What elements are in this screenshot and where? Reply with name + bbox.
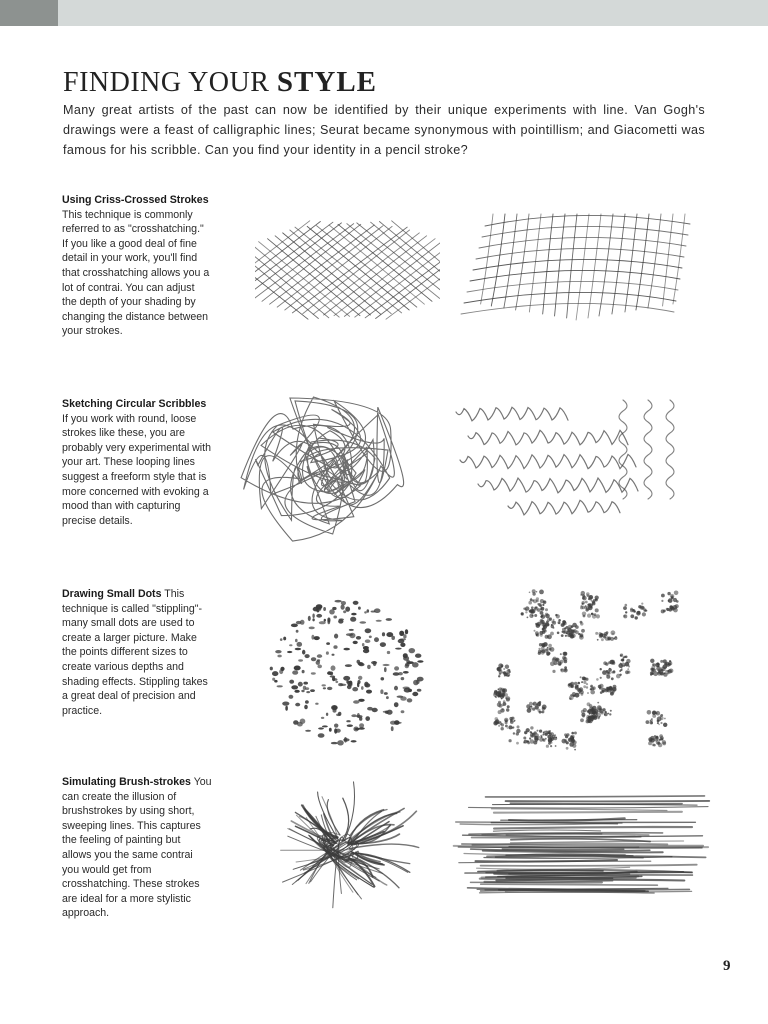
scribble-illustration bbox=[225, 378, 423, 558]
section-body: If you work with round, loose strokes like these, you are probably very experimental with your art. These looping lines suggest a freeform style that is more concerned with evoking a mood than with capturing precise details. bbox=[62, 412, 211, 527]
squiggle-illustration bbox=[448, 390, 683, 520]
page-title bbox=[63, 66, 377, 99]
section-stippling bbox=[62, 587, 212, 718]
intro-paragraph: Many great artists of the past can now be identified by their unique experiments with line. Van Gogh's drawings were a feast of calligraphic lines; Seurat became synonymous with pointillism; and Giacometti was famous for his scribble. Can you find your identity in a pencil stroke? bbox=[63, 103, 705, 157]
section-body: This technique is commonly referred to as "crosshatching." If you like a good deal of fine detail in your work, you'll find that crosshatching allows you a lot of contrai. You can adjust the depth of your shading by changing the distance between your strokes. bbox=[62, 208, 210, 338]
stipple-illustration bbox=[262, 594, 430, 752]
top-banner-tab bbox=[0, 0, 58, 26]
section-heading: Using Criss-Crossed Strokes bbox=[62, 194, 209, 206]
section-body: This technique is called "stippling"-many small dots are used to create a larger picture. Make the points different sizes to create various depths and shading effects. Stippling takes a great deal of precision and practice. bbox=[62, 588, 208, 717]
section-heading: Sketching Circular Scribbles bbox=[62, 398, 207, 410]
top-banner bbox=[0, 0, 768, 26]
title-plain: FINDING YOUR bbox=[63, 67, 270, 98]
page-number: 9 bbox=[723, 958, 731, 974]
section-circular-scribbles bbox=[62, 397, 212, 528]
section-heading: Simulating Brush-strokes bbox=[62, 776, 191, 788]
stipple-patches-illustration bbox=[485, 585, 690, 755]
crosshatch-illustration-2 bbox=[455, 208, 707, 330]
title-bold: STYLE bbox=[276, 66, 378, 98]
section-body: You can create the illusion of brushstrokes by using short, sweeping lines. This captures the feeling of painting but allows you the same contrai you would get from crosshatching. These strokes are ideal for a more stylistic approach. bbox=[62, 776, 212, 920]
crosshatch-illustration-1 bbox=[255, 190, 440, 350]
section-crosshatching bbox=[62, 193, 212, 339]
section-heading: Drawing Small Dots bbox=[62, 588, 162, 600]
brushstroke-burst-illustration bbox=[250, 775, 435, 915]
brushstroke-horizontal-illustration bbox=[448, 782, 716, 900]
section-brushstrokes bbox=[62, 775, 212, 921]
